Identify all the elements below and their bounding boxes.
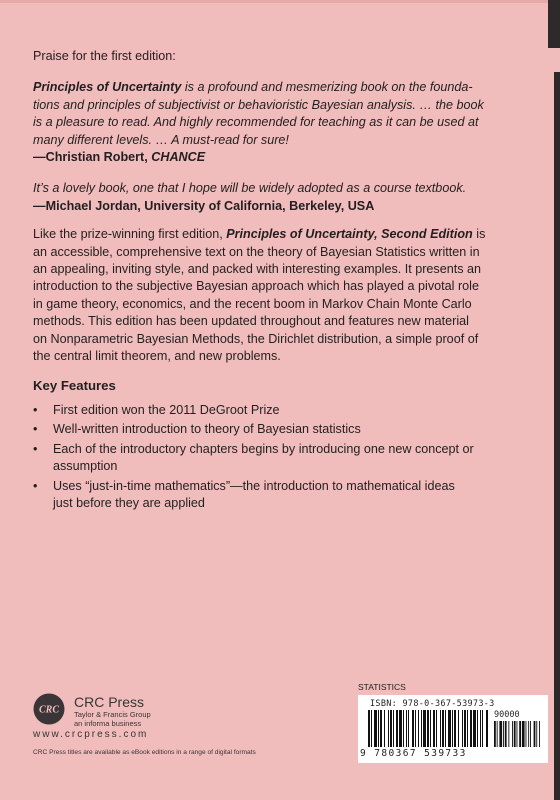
- barcode-bar: [388, 710, 389, 747]
- barcode-bar: [477, 710, 478, 747]
- subject-category: STATISTICS: [358, 682, 406, 692]
- spine-edge: [554, 72, 560, 800]
- crc-press-logo-icon: [33, 693, 65, 725]
- barcode-bar: [530, 721, 531, 747]
- review-jordan: [33, 180, 539, 215]
- bullet-icon: •: [33, 402, 38, 417]
- barcode-bar: [534, 721, 536, 747]
- price-code: 90000: [494, 710, 520, 720]
- barcode-bar: [399, 710, 402, 747]
- crc-logo-text: CRC: [38, 704, 60, 716]
- barcode-bar: [458, 710, 459, 747]
- barcode-bar: [436, 710, 437, 747]
- review-robert: [33, 79, 539, 166]
- description-book-title: Principles of Uncertainty, Second Edition: [226, 227, 473, 242]
- barcode-bar: [454, 710, 456, 747]
- barcode-bar: [512, 721, 513, 747]
- barcode: [358, 695, 548, 763]
- barcode-bar: [380, 710, 382, 747]
- barcode-bar: [378, 710, 379, 747]
- feature-item: • First edition won the 2011 DeGroot Prize: [33, 402, 539, 419]
- barcode-bar: [448, 710, 451, 747]
- review-jordan-attribution: —Michael Jordan, University of California, Berkeley, USA: [33, 198, 375, 213]
- barcode-bar: [433, 710, 435, 747]
- publisher-tagline: an informa business: [74, 719, 142, 728]
- barcode-bar: [522, 721, 525, 747]
- barcode-bar: [371, 710, 372, 747]
- book-description: Like the prize-winning first edition, Principles of Uncertainty, Second Edition is an accessible, comprehensive text on the theory of Bayesian Statistics written in an appealing, inviting style, and packed with interesting examples. It presents an introduction to the subjective Bayesian approach which has played a pivotal role in game theory, economics, and the recent boom in Markov Chain Monte Carlo methods. This edition has been updated throughout and features new material on Nonparametric Bayesian Methods, the Dirichlet distribution, a simple proof of the central limit theorem, and new problems.: [33, 227, 486, 364]
- barcode-bar: [473, 710, 476, 747]
- barcode-bar: [499, 721, 502, 747]
- barcode-bar: [396, 710, 398, 747]
- ean-digits: 9 780367 539733: [360, 748, 467, 759]
- bullet-icon: •: [33, 478, 38, 493]
- praise-heading: Praise for the first edition:: [33, 49, 176, 63]
- barcode-bar: [494, 721, 496, 747]
- barcode-bar: [526, 721, 527, 747]
- barcode-bar: [415, 710, 416, 747]
- review-robert-quote: Principles of Uncertainty is a profound and mesmerizing book on the founda- tions and principles of subjectivist or behavioristic Bayesian analysis. … the book is a pleasure to read. And highly recommended for teaching as it can be used at many different levels. … A must-read for sure!: [33, 80, 484, 147]
- barcode-bar: [412, 710, 414, 747]
- barcode-bar: [403, 710, 404, 747]
- bullet-icon: •: [33, 422, 38, 437]
- barcode-bar: [514, 721, 516, 747]
- barcode-bar: [408, 710, 409, 747]
- barcode-bar: [374, 710, 377, 747]
- review-jordan-quote: It’s a lovely book, one that I hope will be widely adopted as a course textbook.: [33, 181, 467, 196]
- back-cover-text: [33, 48, 539, 514]
- barcode-bar: [536, 721, 537, 747]
- barcode-bar: [480, 710, 481, 747]
- publisher-block: [74, 694, 151, 728]
- bullet-icon: •: [33, 441, 38, 456]
- ebook-note: CRC Press titles are available as eBook editions in a range of digital formats: [33, 749, 256, 756]
- barcode-bar: [384, 710, 385, 747]
- barcode-bar: [423, 710, 426, 747]
- barcode-bar: [497, 721, 498, 747]
- barcode-bar: [418, 710, 419, 747]
- barcode-bar: [482, 710, 483, 747]
- feature-item: • Well-written introduction to theory of Bayesian statistics: [33, 421, 539, 438]
- review-robert-source: CHANCE: [151, 150, 206, 165]
- isbn-text: ISBN: 978-0-367-53973-3: [370, 699, 495, 709]
- barcode-bar: [368, 710, 370, 747]
- barcode-bar: [519, 721, 521, 747]
- review-robert-book-title: Principles of Uncertainty: [33, 80, 182, 95]
- barcode-bar: [442, 710, 444, 747]
- barcode-bar: [517, 721, 518, 747]
- barcode-bar: [427, 710, 429, 747]
- barcode-bar: [470, 710, 472, 747]
- barcode-bar: [452, 710, 453, 747]
- publisher-group: Taylor & Francis Group: [74, 710, 151, 719]
- barcode-bar: [467, 710, 468, 747]
- barcode-bar: [508, 721, 509, 747]
- feature-item: • Uses “just-in-time mathematics”—the introduction to mathematical ideas just before they are applied: [33, 478, 455, 510]
- key-features-heading: Key Features: [33, 377, 116, 393]
- barcode-bar: [503, 721, 504, 747]
- review-robert-attribution: —Christian Robert, CHANCE: [33, 150, 206, 165]
- barcode-bar: [440, 710, 441, 747]
- barcode-bar: [539, 721, 540, 747]
- barcode-bar: [445, 710, 446, 747]
- barcode-bar: [421, 710, 422, 747]
- feature-item: • Each of the introductory chapters begins by introducing one new concept or assumption: [33, 441, 474, 474]
- barcode-bar: [462, 710, 463, 747]
- publisher-url: www.crcpress.com: [33, 729, 149, 740]
- publisher-name: CRC Press: [74, 694, 145, 710]
- barcode-bar: [393, 710, 394, 747]
- barcode-bar: [528, 721, 529, 747]
- spine-edge-top: [548, 0, 560, 48]
- top-strip: [0, 0, 560, 3]
- barcode-bar: [505, 721, 507, 747]
- barcode-bar: [390, 710, 392, 747]
- key-features-list: [33, 402, 539, 512]
- barcode-bar: [464, 710, 466, 747]
- barcode-bar: [430, 710, 431, 747]
- barcode-bar: [406, 710, 407, 747]
- barcode-bar: [486, 710, 488, 747]
